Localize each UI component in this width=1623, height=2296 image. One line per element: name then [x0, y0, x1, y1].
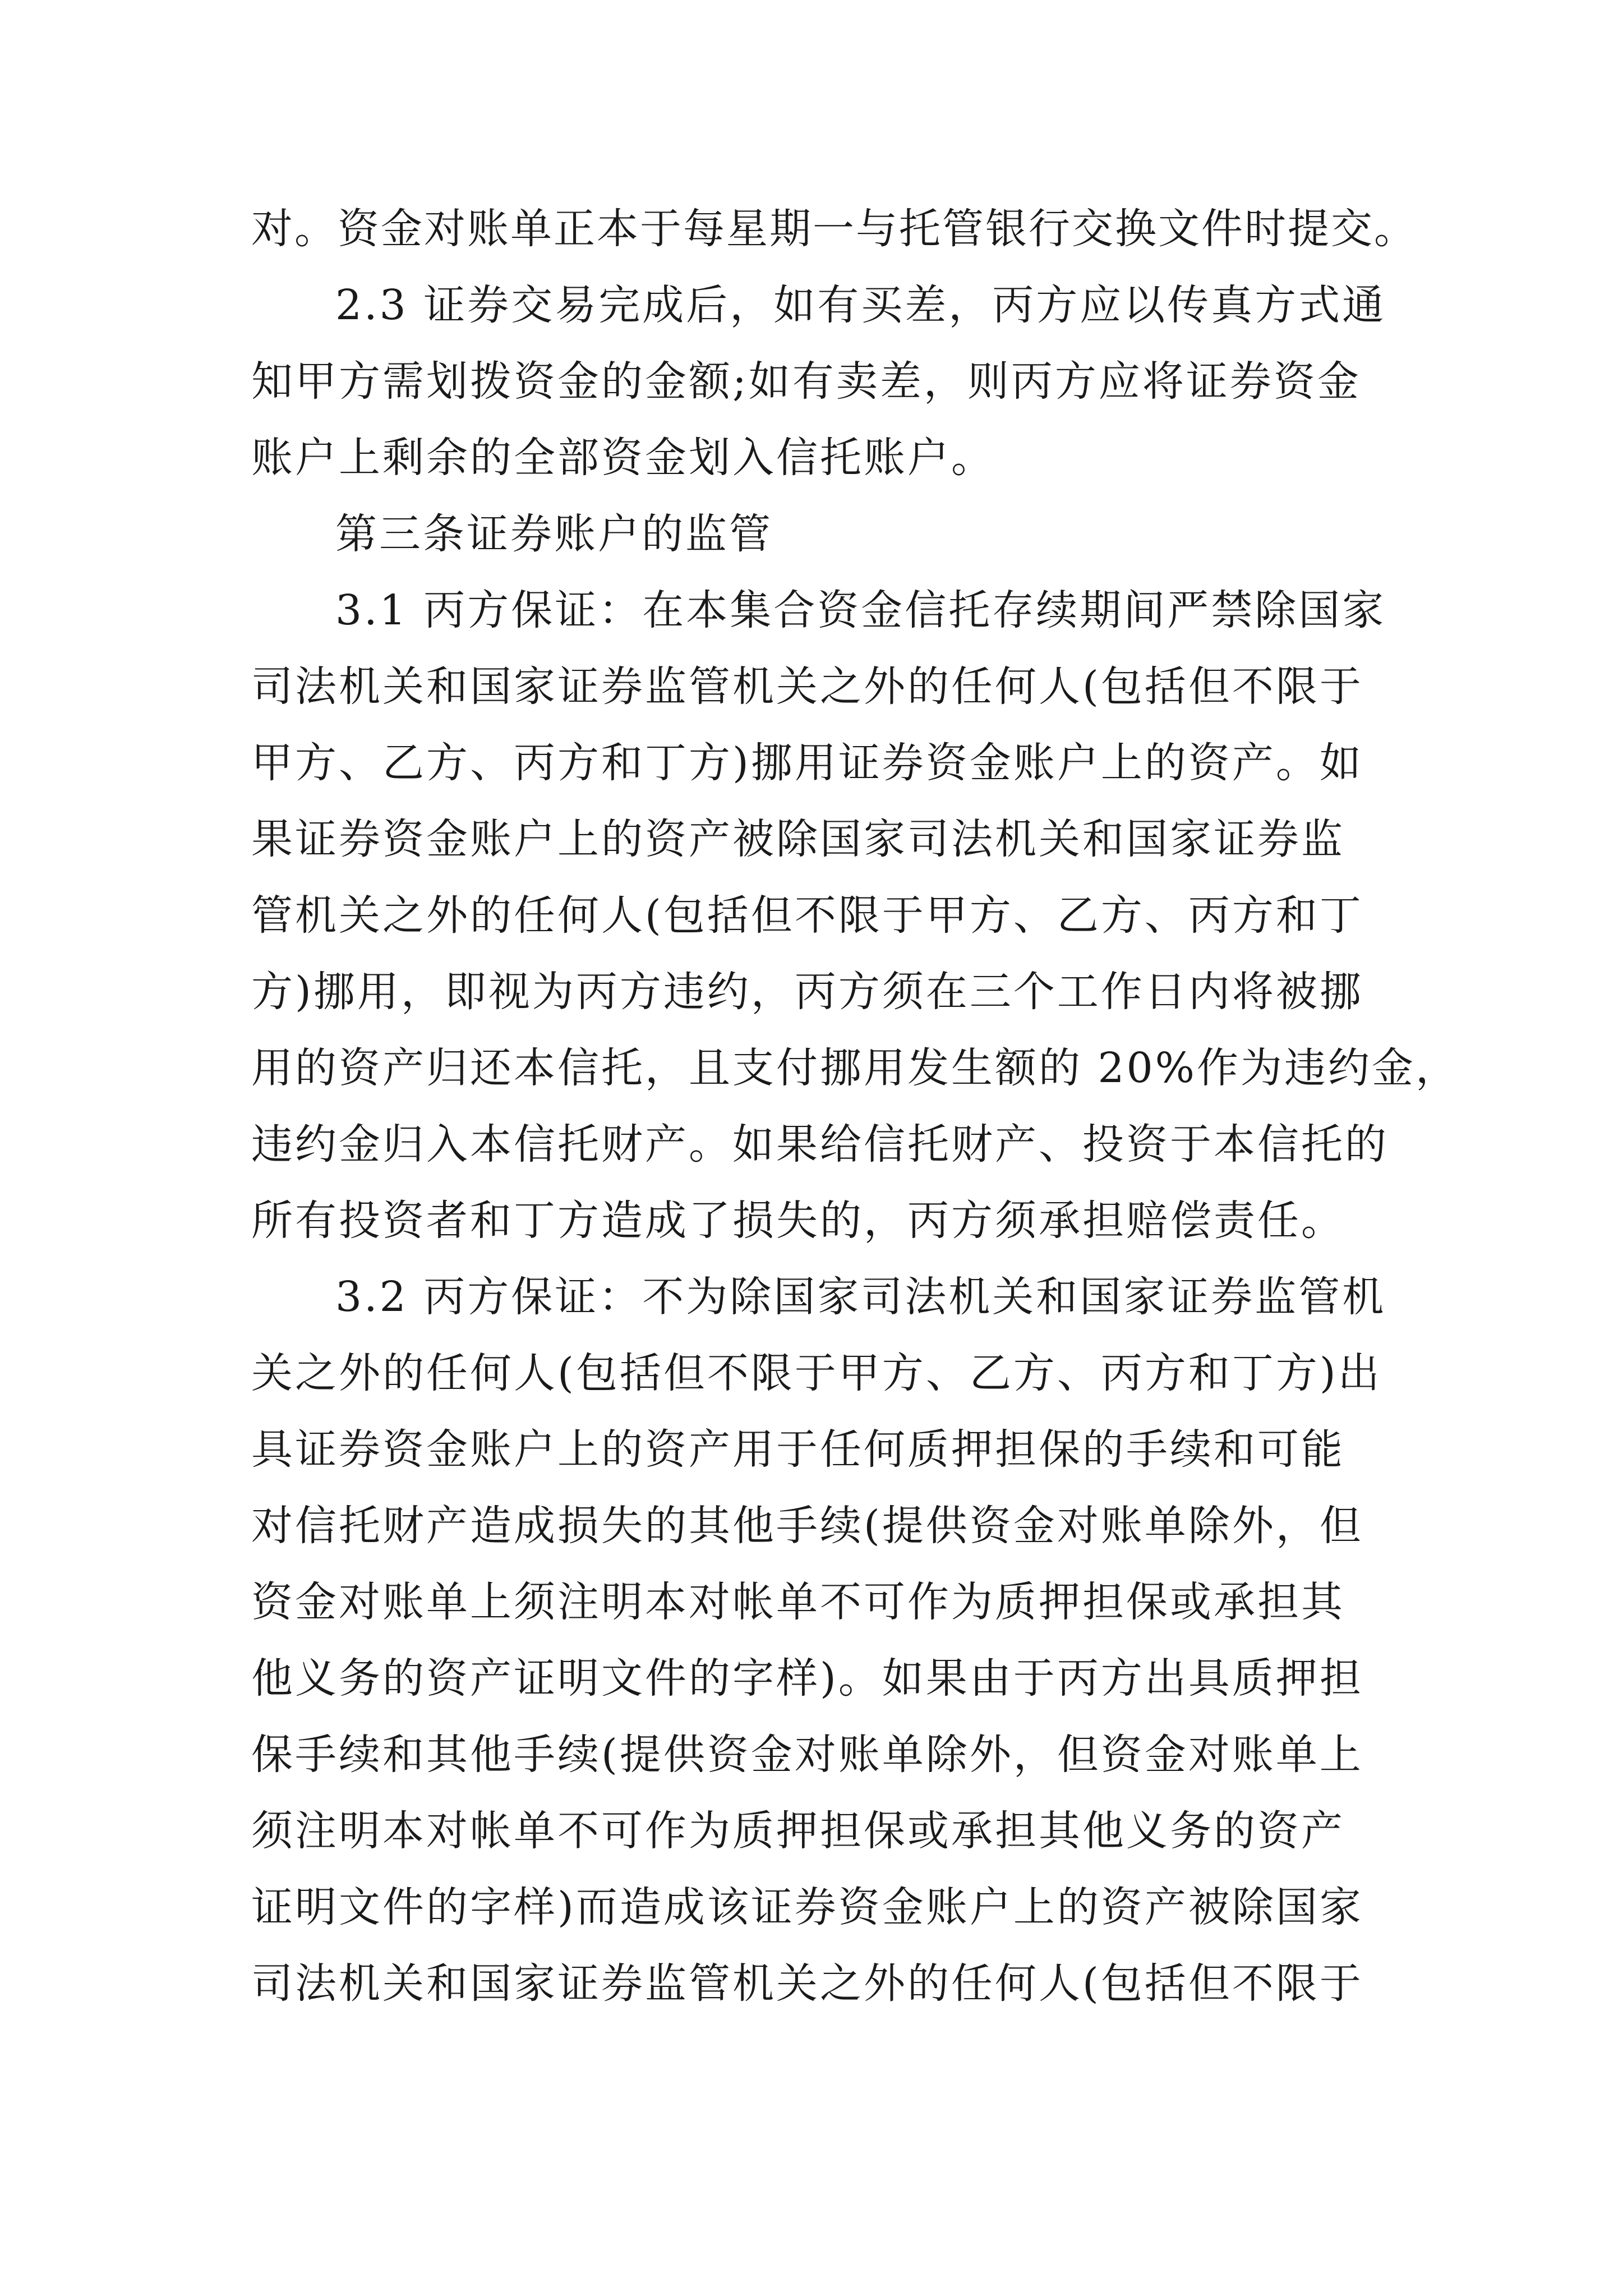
- text-line: 对信托财产造成损失的其他手续(提供资金对账单除外，但: [251, 1502, 1363, 1550]
- text-line: 证明文件的字样)而造成该证券资金账户上的资产被除国家: [251, 1883, 1363, 1931]
- text-line: 司法机关和国家证券监管机关之外的任何人(包括但不限于: [251, 662, 1363, 711]
- text-line: 果证券资金账户上的资产被除国家司法机关和国家证券监: [251, 815, 1345, 863]
- section-heading: 第三条证券账户的监管: [335, 510, 773, 558]
- text-line: 他义务的资产证明文件的字样)。如果由于丙方出具质押担: [251, 1654, 1363, 1703]
- text-line: 知甲方需划拨资金的金额;如有卖差，则丙方应将证券资金: [251, 357, 1361, 406]
- text-line: 具证券资金账户上的资产用于任何质押担保的手续和可能: [251, 1425, 1345, 1474]
- document-page: [251, 191, 1459, 2022]
- paragraph-start-line: 2.3 证券交易完成后，如有买差，丙方应以传真方式通: [335, 281, 1386, 329]
- paragraph-start-line: 3.2 丙方保证：不为除国家司法机关和国家证券监管机: [335, 1273, 1386, 1321]
- text-line: 管机关之外的任何人(包括但不限于甲方、乙方、丙方和丁: [251, 891, 1363, 940]
- text-line: 甲方、乙方、丙方和丁方)挪用证券资金账户上的资产。如: [251, 739, 1363, 787]
- text-line: 方)挪用，即视为丙方违约，丙方须在三个工作日内将被挪: [251, 968, 1363, 1016]
- paragraph-start-line: 3.1 丙方保证：在本集合资金信托存续期间严禁除国家: [335, 586, 1386, 634]
- text-line: 须注明本对帐单不可作为质押担保或承担其他义务的资产: [251, 1807, 1345, 1855]
- text-line: 用的资产归还本信托，且支付挪用发生额的 20%作为违约金，: [251, 1044, 1459, 1092]
- text-line: 司法机关和国家证券监管机关之外的任何人(包括但不限于: [251, 1959, 1363, 2008]
- text-line: 所有投资者和丁方造成了损失的，丙方须承担赔偿责任。: [251, 1197, 1345, 1245]
- text-line: 账户上剩余的全部资金划入信托账户。: [251, 434, 995, 482]
- text-line: 资金对账单上须注明本对帐单不可作为质押担保或承担其: [251, 1578, 1345, 1626]
- text-line: 违约金归入本信托财产。如果给信托财产、投资于本信托的: [251, 1120, 1389, 1168]
- text-line: 关之外的任何人(包括但不限于甲方、乙方、丙方和丁方)出: [251, 1349, 1382, 1397]
- text-line: 保手续和其他手续(提供资金对账单除外，但资金对账单上: [251, 1731, 1363, 1779]
- text-line: 对。资金对账单正本于每星期一与托管银行交换文件时提交。: [251, 205, 1417, 253]
